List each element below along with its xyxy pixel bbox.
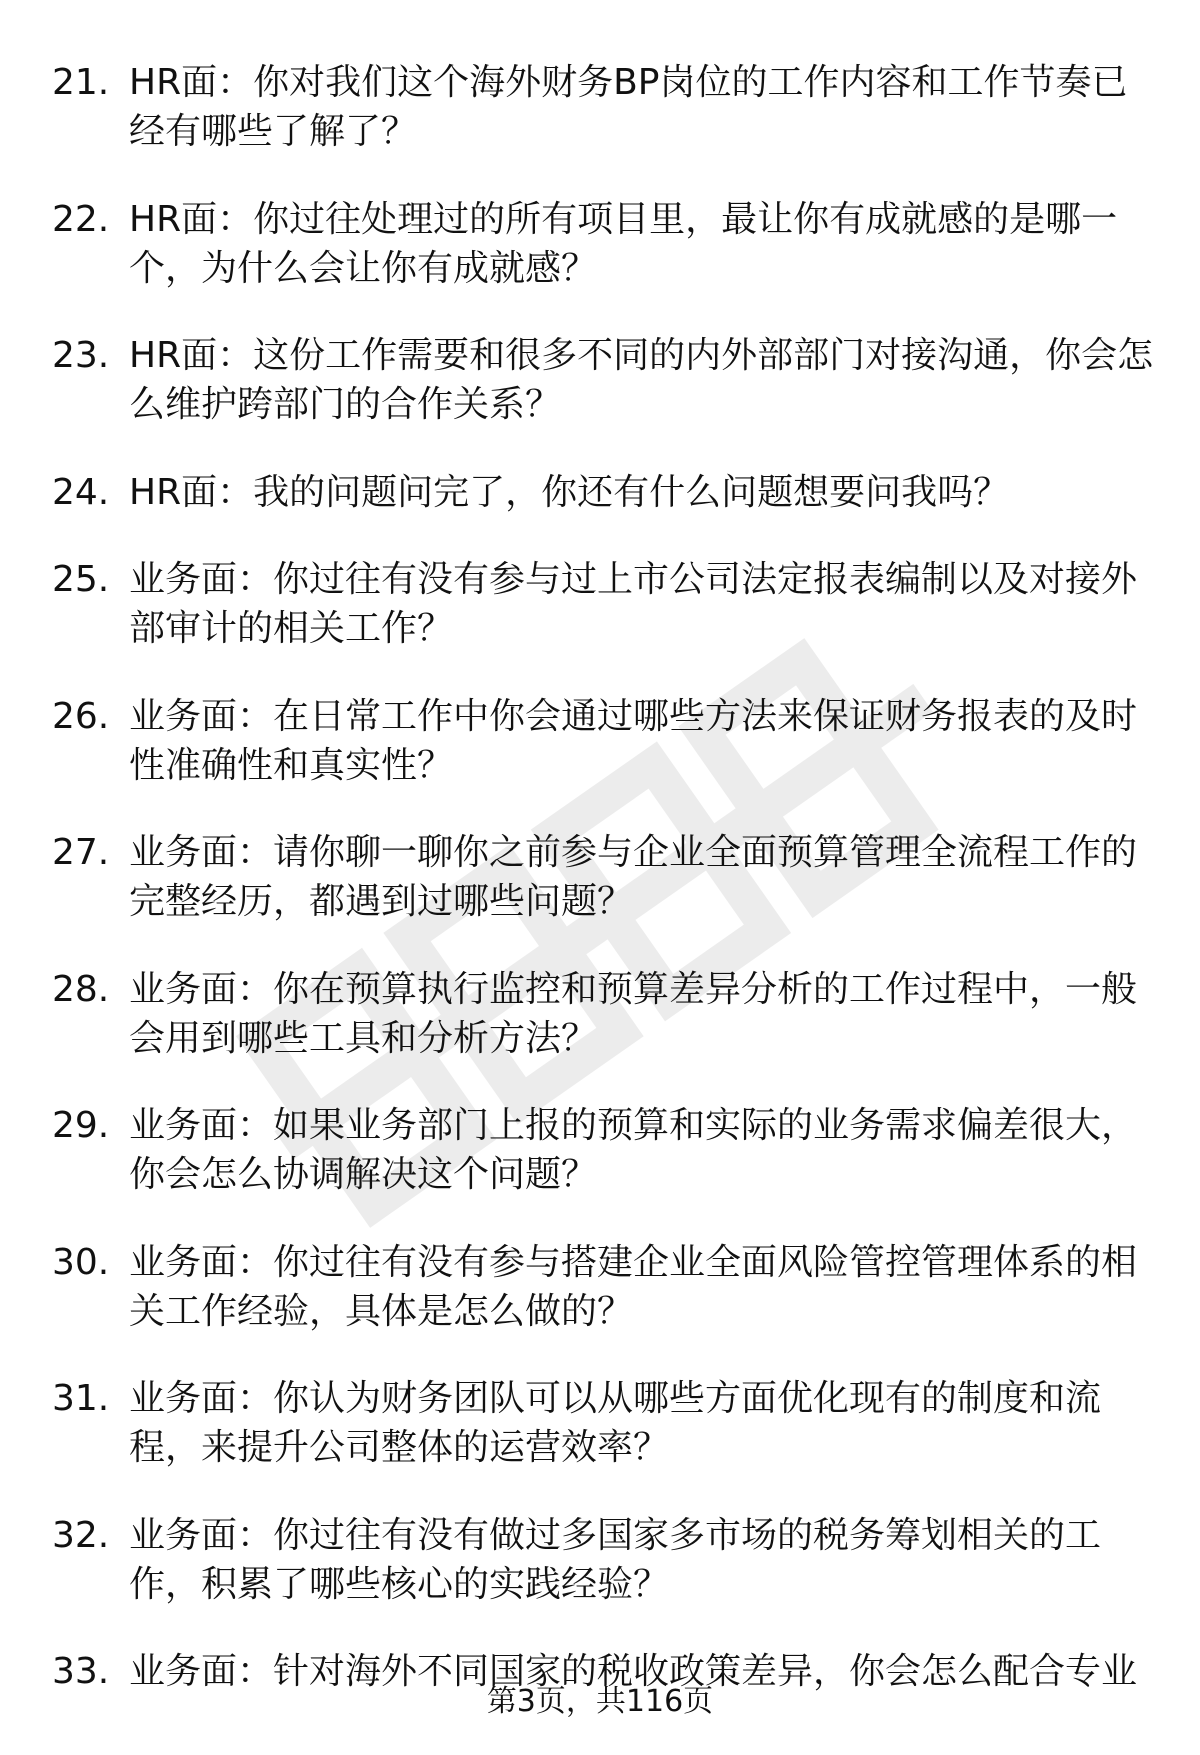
question-number: 26.	[52, 695, 110, 737]
question-number: 25.	[52, 559, 110, 600]
list-item	[52, 1511, 1162, 1609]
question-number: 30.	[52, 1241, 110, 1283]
question-number: 33.	[52, 1651, 110, 1692]
question-text: 业务面：你过往有没有参与搭建企业全面风险管控管理体系的相关工作经验，具体是怎么做的？	[129, 1241, 1138, 1332]
list-item	[52, 828, 1162, 926]
question-number: 31.	[52, 1378, 110, 1419]
question-text: 业务面：你认为财务团队可以从哪些方面优化现有的制度和流程，来提升公司整体的运营效率？	[129, 1378, 1102, 1468]
question-text: 业务面：你在预算执行监控和预算差异分析的工作过程中，一般会用到哪些工具和分析方法？	[129, 968, 1138, 1059]
question-number: 27.	[52, 832, 110, 873]
question-text: 业务面：如果业务部门上报的预算和实际的业务需求偏差很大，你会怎么协调解决这个问题？	[129, 1105, 1138, 1195]
question-text: 业务面：你过往有没有做过多国家多市场的税务筹划相关的工作，积累了哪些核心的实践经验？	[129, 1514, 1102, 1605]
list-item	[52, 58, 1162, 156]
list-item	[52, 555, 1162, 653]
question-text: HR面：你过往处理过的所有项目里，最让你有成就感的是哪一个，为什么会让你有成就感？	[129, 198, 1118, 289]
list-item	[52, 1374, 1162, 1472]
question-text: HR面：你对我们这个海外财务BP岗位的工作内容和工作节奏已经有哪些了解了？	[129, 62, 1128, 152]
question-number: 22.	[52, 198, 110, 240]
list-item	[52, 1101, 1162, 1199]
question-text: 业务面：针对海外不同国家的税收政策差异，你会怎么配合专业	[129, 1651, 1138, 1692]
question-number: 28.	[52, 968, 110, 1010]
question-number: 32.	[52, 1514, 110, 1556]
question-number: 29.	[52, 1105, 110, 1146]
question-number: 23.	[52, 335, 110, 376]
list-item	[52, 965, 1162, 1063]
question-text: HR面：我的问题问完了，你还有什么问题想要问我吗？	[129, 471, 1010, 513]
question-text: 业务面：你过往有没有参与过上市公司法定报表编制以及对接外部审计的相关工作？	[129, 559, 1138, 649]
list-item	[52, 195, 1162, 293]
list-item	[52, 468, 1162, 517]
question-list	[52, 58, 1162, 1735]
question-number: 21.	[52, 62, 110, 103]
list-item	[52, 692, 1162, 790]
list-item	[52, 331, 1162, 429]
page-number-footer: 第3页，共116页	[486, 1684, 714, 1719]
question-text: HR面：这份工作需要和很多不同的内外部部门对接沟通，你会怎么维护跨部门的合作关系？	[129, 335, 1154, 425]
list-item	[52, 1238, 1162, 1336]
question-text: 业务面：在日常工作中你会通过哪些方法来保证财务报表的及时性准确性和真实性？	[129, 695, 1138, 786]
question-text: 业务面：请你聊一聊你之前参与企业全面预算管理全流程工作的完整经历，都遇到过哪些问题？	[129, 832, 1138, 922]
question-number: 24.	[52, 471, 110, 513]
